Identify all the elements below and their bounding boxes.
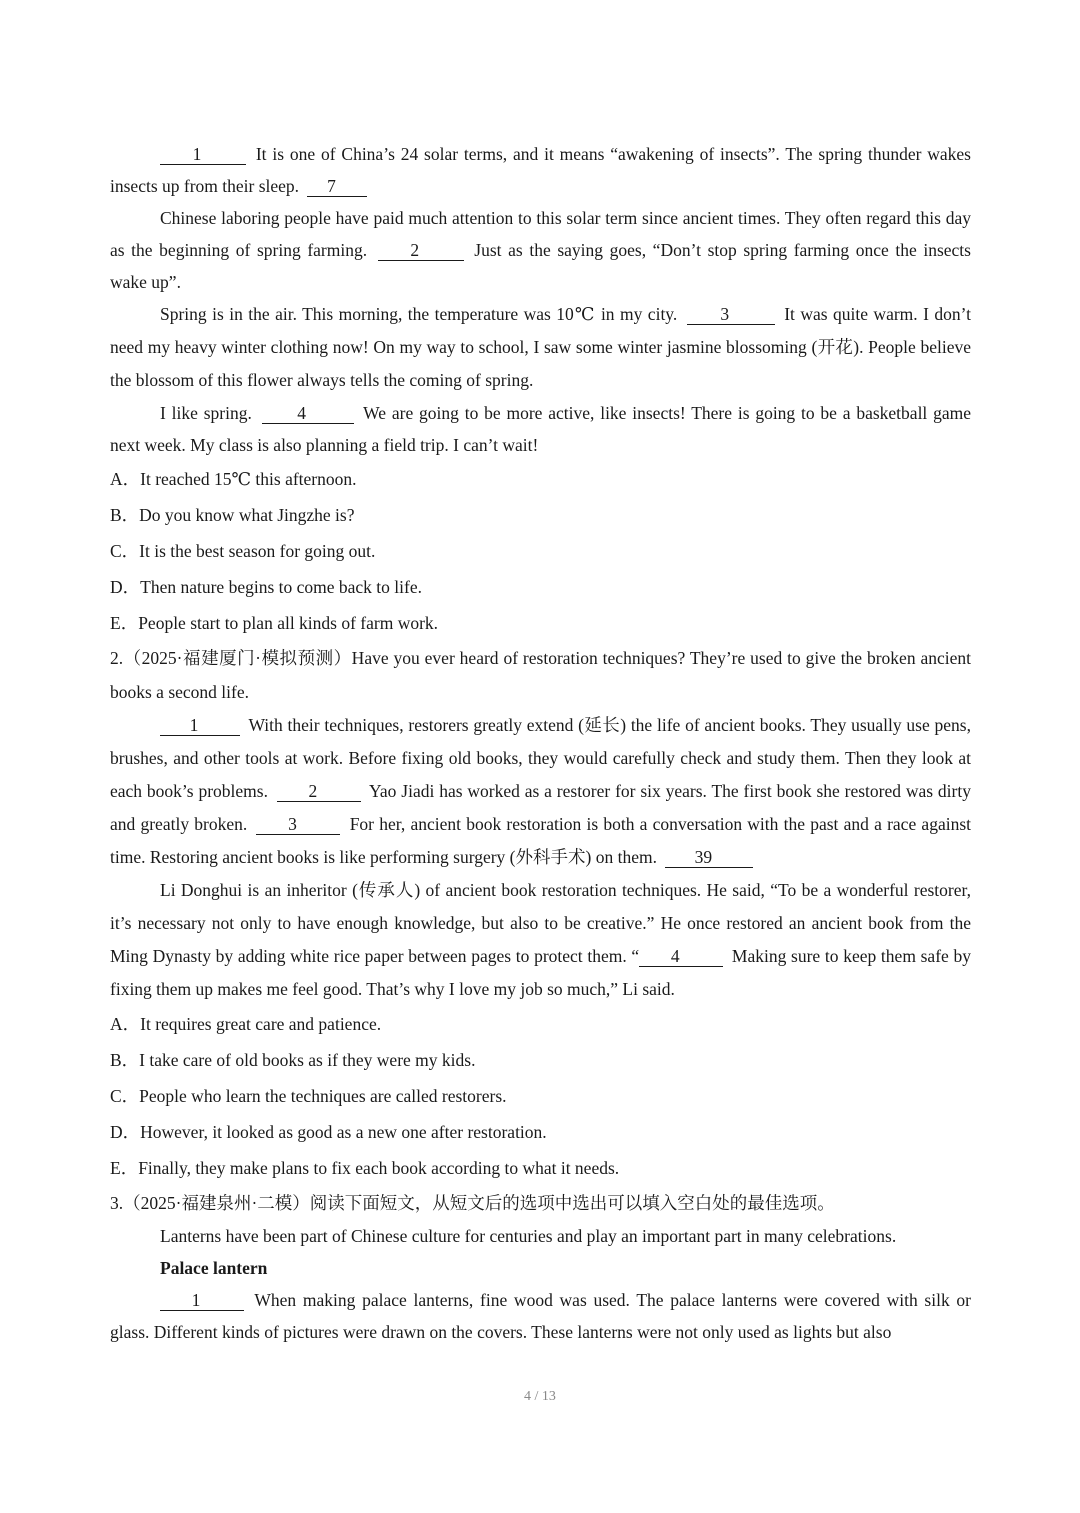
blank: 2 (277, 781, 361, 802)
option: A．It reached 15℃ this afternoon. (110, 469, 357, 489)
s3-paragraph-1: 1 When making palace lanterns, fine wood was used. The palace lanterns were covered with silk or glass. Different kinds of pictures were drawn on the covers. These lanterns were not only used as lights but also (110, 1290, 971, 1342)
option: E．People start to plan all kinds of farm work. (110, 613, 439, 633)
option: E．Finally, they make plans to fix each book according to what it needs. (110, 1158, 620, 1178)
option: C．It is the best season for going out. (110, 541, 376, 561)
page-number: 4 / 13 (524, 1389, 556, 1404)
option: D．However, it looked as good as a new one after restoration. (110, 1122, 547, 1142)
s3-subheading: Palace lantern (160, 1258, 268, 1278)
blank: 2 (378, 240, 464, 261)
document-page (110, 138, 971, 1348)
option: C．People who learn the techniques are called restorers. (110, 1086, 507, 1106)
s3-intro: Lanterns have been part of Chinese culture for centuries and play an important part in many celebrations. (160, 1226, 897, 1246)
s3-question-heading: 3.（2025·福建泉州·二模）阅读下面短文，从短文后的选项中选出可以填入空白处的最佳选项。 (110, 1193, 835, 1213)
option: B．Do you know what Jingzhe is? (110, 505, 355, 525)
s1-paragraph-4: I like spring. 4 We are going to be more active, like insects! There is going to be a basketball game next week. My class is also planning a field trip. I can’t wait! (110, 403, 971, 455)
s1-paragraph-1: 1 It is one of China’s 24 solar terms, and it means “awakening of insects”. The spring thunder wakes insects up from their sleep. 7 (110, 144, 971, 196)
blank: 4 (262, 403, 354, 424)
blank: 4 (639, 946, 723, 967)
s2-question-heading: 2.（2025·福建厦门·模拟预测）Have you ever heard of restoration techniques? They’re used to give the broken ancient books a second life. (110, 648, 971, 702)
s1-paragraph-3: Spring is in the air. This morning, the temperature was 10℃ in my city. 3 It was quite warm. I don’t need my heavy winter clothing now! On my way to school, I saw some winter jasmine blossoming (开花). People believe the blossom of this flower always tells the coming of spring. (110, 304, 971, 390)
option: D．Then nature begins to come back to life. (110, 577, 422, 597)
s2-options (110, 1006, 971, 1186)
s1-paragraph-2: Chinese laboring people have paid much attention to this solar term since ancient times. They often regard this day as the beginning of spring farming. 2 Just as the saying goes, “Don’t stop spring farming once the insects wake up”. (110, 208, 971, 292)
blank: 3 (256, 814, 340, 835)
s2-paragraph-2: Li Donghui is an inheritor (传承人) of ancient book restoration techniques. He said, “To be a wonderful restorer, it’s necessary not only to have enough knowledge, but also to be creative.” He once restored an ancient book from the Ming Dynasty by adding white rice paper between pages to protect them. “ 4 Making sure to keep them safe by fixing them up makes me feel good. That’s why I love my job so much,” Li said. (110, 880, 971, 999)
blank: 1 (160, 1290, 244, 1311)
s1-options (110, 461, 971, 641)
blank: 39 (665, 847, 753, 868)
blank: 1 (160, 144, 246, 165)
blank: 7 (307, 176, 367, 197)
s2-paragraph-1: 1 With their techniques, restorers greatly extend (延长) the life of ancient books. They usually use pens, brushes, and other tools at work. Before fixing old books, they would carefully check and study them. Then they look at each book’s problems. 2 Yao Jiadi has worked as a restorer for six years. The first book she restored was dirty and greatly broken. 3 For her, ancient book restoration is both a conversation with the past and a race against time. Restoring ancient books is like performing surgery (外科手术) on them. 39 (110, 715, 972, 867)
blank: 3 (687, 304, 775, 325)
option: A．It requires great care and patience. (110, 1014, 382, 1034)
blank: 1 (160, 715, 240, 736)
option: B．I take care of old books as if they were my kids. (110, 1050, 476, 1070)
